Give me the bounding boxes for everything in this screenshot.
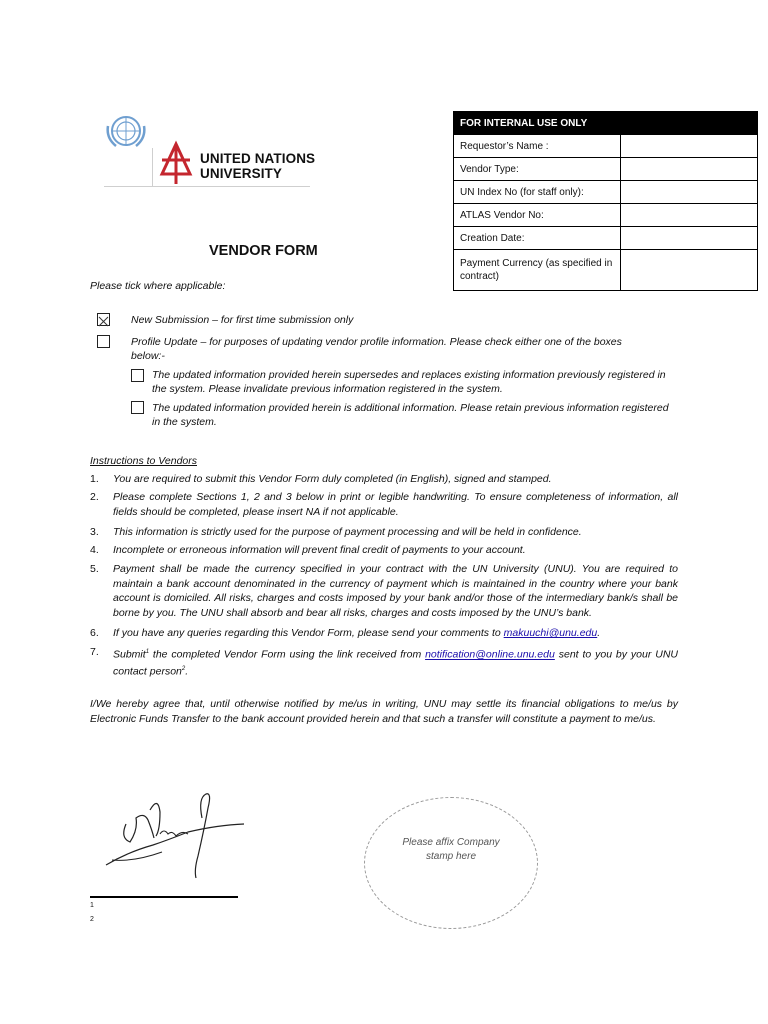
instructions-heading: Instructions to Vendors [90,455,197,467]
requestor-name-field[interactable] [621,135,758,158]
un-index-label: UN Index No (for staff only): [454,181,621,204]
item-7-pre: Submit [113,648,146,661]
payment-currency-label: Payment Currency (as specified in contract) [454,250,621,291]
company-stamp-area[interactable] [364,797,538,929]
notification-email-link[interactable]: notification@online.unu.edu [425,648,555,661]
item-7-end: . [185,665,189,678]
list-item-text: You are required to submit this Vendor Form duly completed (in English), signed and stamped. [113,473,552,485]
atlas-vendor-label: ATLAS Vendor No: [454,204,621,227]
stamp-placeholder-line2: stamp here [425,851,477,862]
list-item-text [113,645,678,679]
table-row [454,250,758,291]
stamp-placeholder [365,836,537,864]
list-item-number: 2. [90,491,99,503]
list-item-number: 5. [90,563,99,575]
list-item [90,543,678,558]
org-name [200,151,315,181]
un-emblem-icon [104,112,148,152]
profile-update-label: Profile Update – for purposes of updating vendor profile information. Please check either one of the boxes below:- [131,336,622,362]
supersede-checkbox[interactable] [131,369,144,382]
page-title: VENDOR FORM [209,243,318,259]
additional-info-checkbox[interactable] [131,401,144,414]
un-index-field[interactable] [621,181,758,204]
table-row [454,158,758,181]
list-item [90,525,678,540]
table-row [454,204,758,227]
list-item-number: 7. [90,646,99,658]
list-item-text [113,626,678,641]
unu-mark-icon [158,140,194,186]
profile-update-checkbox[interactable] [97,335,110,348]
list-item [90,490,678,519]
payment-currency-field[interactable] [621,250,758,291]
table-row [454,227,758,250]
list-item [90,472,678,487]
internal-table-header [454,112,758,135]
footnote-ref: 2 [181,666,186,672]
list-item-text: Payment shall be made the currency specified in your contract with the UN University (UNU). You are required to maintain a bank account denominated in the currency of payment which is maintained in the country where your bank account is domiciled. All risks, charges and costs imposed by your bank and/or those of the intermediary bank/s shall be borne by you. The UNU shall absorb and bear all risks, charges and costs imposed by the UNU’s bank. [113,563,678,619]
item-6-text: If you have any queries regarding this Vendor Form, please send your comments to [113,627,504,639]
table-row [454,181,758,204]
stamp-placeholder-line1: Please affix Company [402,837,500,848]
creation-date-field[interactable] [621,227,758,250]
new-submission-label: New Submission – for first time submission only [131,314,354,326]
list-item [90,645,678,679]
atlas-vendor-field[interactable] [621,204,758,227]
list-item-text: Please complete Sections 1, 2 and 3 below in print or legible handwriting. To ensure completeness of information, all fields should be completed, please insert NA if not applicable. [113,491,678,518]
logo-divider [152,148,153,186]
signature-image [98,790,254,885]
additional-info-label: The updated information provided herein is additional information. Please retain previous information registered in the system. [152,402,669,428]
list-item-number: 6. [90,627,99,639]
org-name-line2: UNIVERSITY [200,166,283,181]
table-row [454,135,758,158]
logo-underline [104,186,310,187]
footnote-ref: 1 [145,649,150,655]
list-item-text: This information is strictly used for the purpose of payment processing and will be held in confidence. [113,526,582,538]
queries-email-link[interactable]: makuuchi@unu.edu [503,627,598,639]
supersede-label: The updated information provided herein supersedes and replaces existing information previously registered in the system. Please invalidate previous information registered in the system. [152,369,666,395]
list-item-number: 4. [90,544,99,556]
requestor-name-label: Requestor’s Name : [454,135,621,158]
footnote-separator [90,896,238,898]
list-item [90,562,678,620]
list-item [90,626,678,641]
tick-note: Please tick where applicable: [90,280,226,292]
list-item-text: Incomplete or erroneous information will prevent final credit of payments to your account. [113,544,526,556]
list-item-number: 1. [90,473,99,485]
new-submission-checkbox[interactable] [97,313,110,326]
internal-use-table [453,111,758,291]
list-item-number: 3. [90,526,99,538]
footnote-2: 2 [90,916,94,923]
creation-date-label: Creation Date: [454,227,621,250]
checked-x-icon [98,316,109,327]
internal-table-header-label: FOR INTERNAL USE ONLY [454,112,758,135]
agreement-text: I/We hereby agree that, until otherwise notified by me/us in writing, UNU may settle its financial obligations to me/us by Electronic Funds Transfer to the bank account provided herein and that such a transfer will constitute a payment to me/us. [90,698,678,725]
org-name-line1: UNITED NATIONS [200,151,316,166]
footnote-1: 1 [90,902,94,909]
item-6-end: . [597,627,601,639]
vendor-type-field[interactable] [621,158,758,181]
item-7-mid: the completed Vendor Form using the link received from [149,648,426,661]
vendor-type-label: Vendor Type: [454,158,621,181]
item-7-post: sent to you by your UNU contact person [113,648,678,678]
